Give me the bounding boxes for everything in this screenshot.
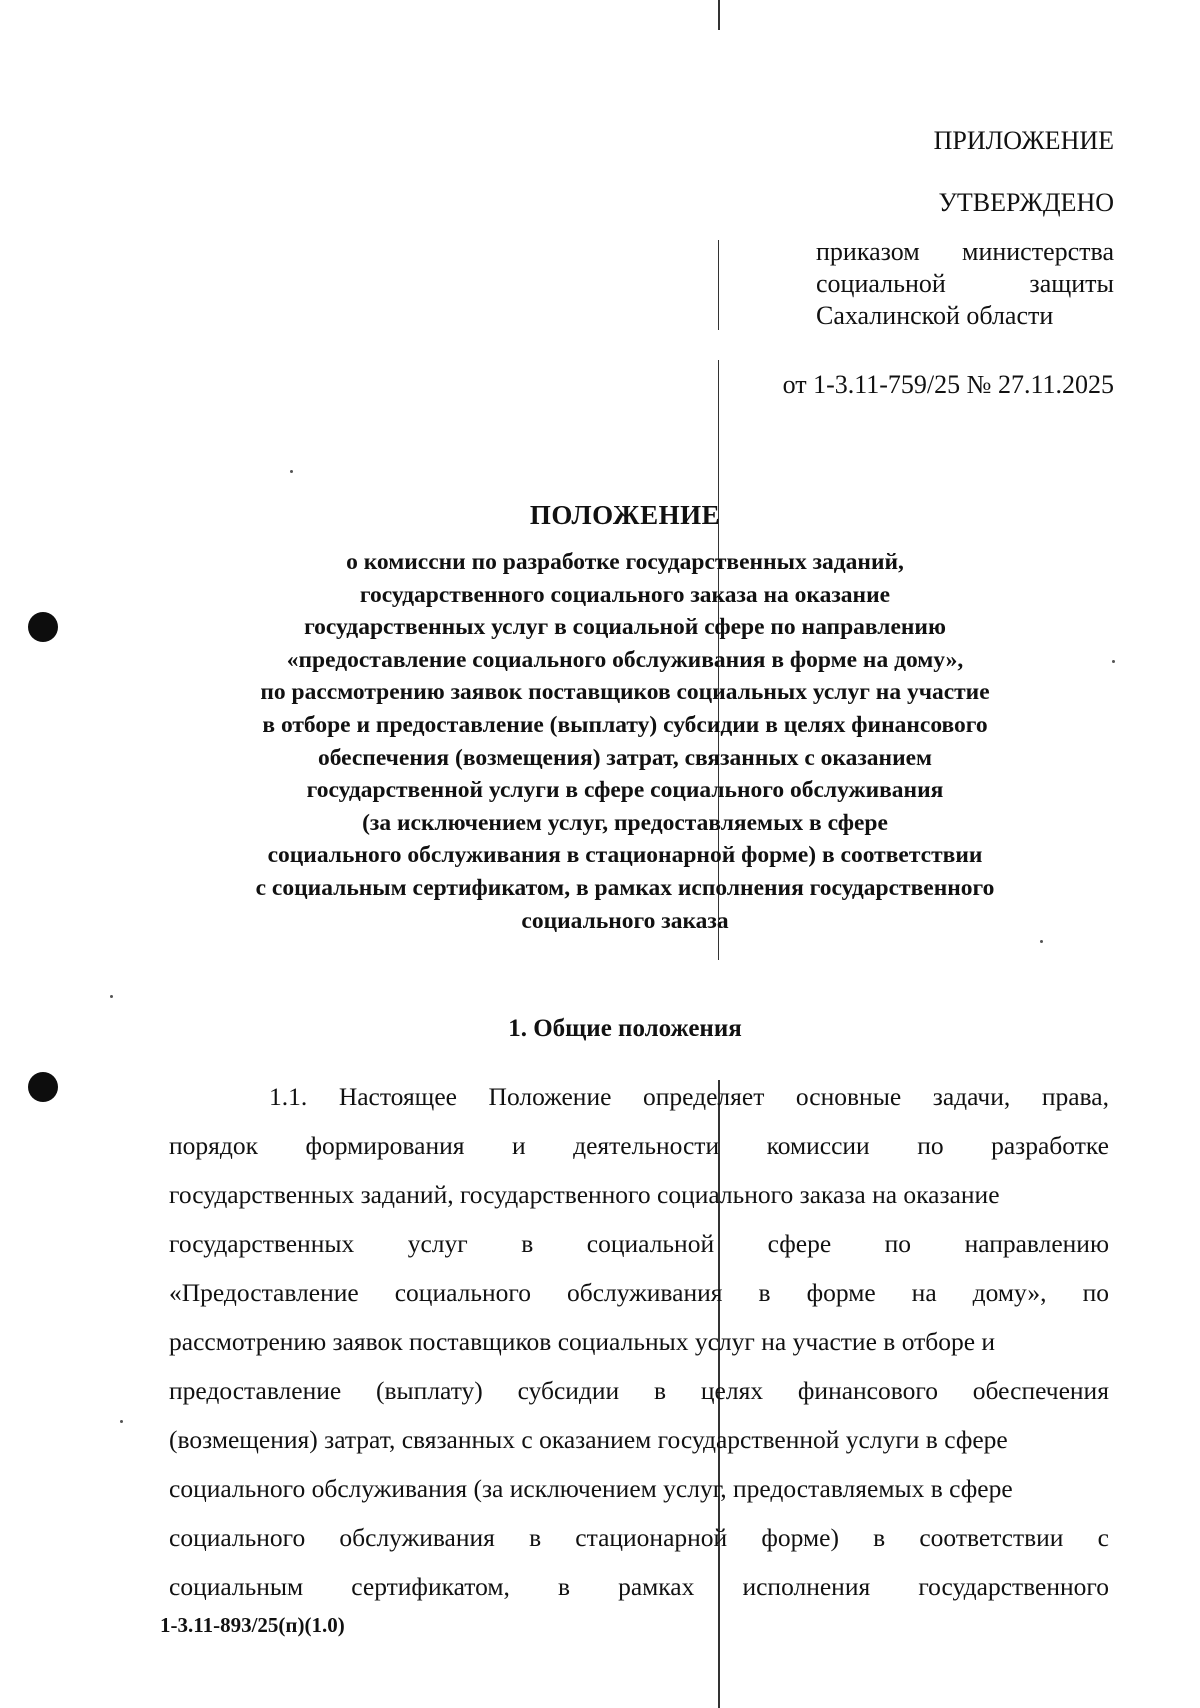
paragraph-word: социального (169, 1523, 306, 1552)
paragraph-word: рассмотрению заявок поставщиков социальных услуг на участие в отборе и (169, 1327, 996, 1356)
subtitle-line: государственных услуг в социальной сфере по направлению (304, 614, 946, 641)
paragraph-word: с (1097, 1523, 1109, 1552)
paragraph-word: формирования (305, 1131, 465, 1160)
subtitle-line: о комиссни по разработке государственных заданий, (346, 549, 904, 575)
paragraph-word: предоставление (169, 1376, 342, 1405)
paragraph-word: в (529, 1523, 542, 1552)
paragraph-line (169, 1268, 1109, 1317)
paragraph-word: комиссии (766, 1131, 870, 1160)
paragraph-word: разработке (991, 1131, 1109, 1160)
paragraph-word: по (917, 1131, 944, 1160)
paragraph-word: (выплату) (376, 1376, 483, 1405)
paragraph-word: по (884, 1229, 912, 1258)
paragraph-word: социального (394, 1278, 531, 1307)
paragraph-word: в (521, 1229, 534, 1258)
paragraph-word: соответствии (919, 1523, 1064, 1552)
paragraph-line (169, 1072, 1109, 1121)
paragraph-word: целях (700, 1376, 764, 1405)
scan-fold-line (718, 240, 719, 330)
paragraph-line (169, 1317, 1109, 1366)
paragraph-line (169, 1121, 1109, 1170)
paragraph-word: права, (1041, 1082, 1109, 1111)
scan-speck (120, 1420, 123, 1423)
paragraph-word: направлению (964, 1229, 1109, 1258)
scan-fold-line (718, 0, 720, 30)
paragraph-word: и (511, 1131, 526, 1160)
section-paragraph (169, 1072, 1109, 1611)
document-code: 1-3.11-893/25(п)(1.0) (160, 1613, 345, 1637)
paragraph-line (169, 1170, 1109, 1219)
order-reference: от 1-3.11-759/25 № 27.11.2025 (782, 370, 1114, 399)
paragraph-line (169, 1366, 1109, 1415)
paragraph-line (169, 1464, 1109, 1513)
approved-by-block (816, 236, 1114, 332)
section-heading: 1. Общие положения (508, 1015, 742, 1042)
subtitle-line: в отборе и предоставление (выплату) субсидии в целях финансового (262, 711, 988, 738)
paragraph-word: финансового (797, 1376, 938, 1405)
paragraph-word: «Предоставление (169, 1278, 359, 1307)
scan-speck (290, 470, 293, 473)
paragraph-word: обслуживания (339, 1523, 495, 1552)
paragraph-line (169, 1219, 1109, 1268)
subtitle-line: с социальным сертификатом, в рамках исполнения государственного (255, 874, 995, 901)
paragraph-word: Положение (488, 1082, 612, 1111)
scan-speck (110, 995, 113, 998)
approved-by-word: социальной (816, 269, 946, 298)
paragraph-word: форме) (761, 1523, 839, 1552)
paragraph-line (169, 1562, 1109, 1611)
paragraph-word: социальной (586, 1229, 715, 1258)
paragraph-word: (возмещения) затрат, связанных с оказанием государственной услуги в сфере (169, 1425, 1008, 1454)
paragraph-word: в (557, 1572, 570, 1601)
paragraph-word: 1.1. (269, 1082, 308, 1111)
subtitle-line: (за исключением услуг, предоставляемых в сфере (362, 809, 888, 836)
paragraph-word: государственного (918, 1572, 1109, 1601)
paragraph-word: услуг (407, 1229, 468, 1258)
approved-by-line (816, 236, 1114, 268)
paragraph-word: исполнения (742, 1572, 871, 1601)
subtitle-line: обеспечения (возмещения) затрат, связанных с оказанием (317, 744, 933, 771)
subtitle-line: государственной услуги в сфере социального обслуживания (306, 777, 944, 804)
paragraph-word: государственных заданий, государственного социального заказа на оказание (169, 1180, 1000, 1209)
approved-by-line (816, 268, 1114, 300)
paragraph-word: в (654, 1376, 667, 1405)
document-title: ПОЛОЖЕНИЕ (529, 500, 721, 530)
scan-speck (1112, 660, 1115, 663)
approved-label: УТВЕРЖДЕНО (938, 188, 1114, 217)
paragraph-word: субсидии (517, 1376, 620, 1405)
subtitle-line: социального заказа (521, 907, 729, 934)
paragraph-word: по (1082, 1278, 1109, 1307)
paragraph-word: на (911, 1278, 937, 1307)
paragraph-word: стационарной (575, 1523, 728, 1552)
paragraph-word: основные (795, 1082, 902, 1111)
subtitle-line: государственного социального заказа на оказание (359, 581, 891, 608)
approved-by-word: приказом (816, 237, 920, 266)
paragraph-word: деятельности (573, 1131, 720, 1160)
paragraph-word: рамках (618, 1572, 695, 1601)
paragraph-line (169, 1415, 1109, 1464)
appendix-label: ПРИЛОЖЕНИЕ (933, 126, 1114, 155)
paragraph-word: дому», (972, 1278, 1047, 1307)
paragraph-word: в (873, 1523, 886, 1552)
paragraph-word: социальным (169, 1572, 304, 1601)
subtitle-line: социального обслуживания в стационарной форме) в соответствии (267, 842, 983, 869)
punch-hole (28, 1072, 58, 1102)
paragraph-word: государственных (169, 1229, 355, 1258)
paragraph-word: обслуживания (566, 1278, 723, 1307)
approved-by-word: министерства (961, 237, 1114, 266)
paragraph-word: обеспечения (972, 1376, 1109, 1405)
punch-hole (28, 612, 58, 642)
approved-by-line: Сахалинской области (816, 301, 1054, 330)
paragraph-word: порядок (169, 1131, 258, 1160)
paragraph-word: задачи, (932, 1082, 1011, 1111)
paragraph-line (169, 1513, 1109, 1562)
scan-speck (1040, 940, 1043, 943)
subtitle-line: по рассмотрению заявок поставщиков социальных услуг на участие (260, 679, 990, 706)
paragraph-word: определяет (643, 1082, 765, 1111)
paragraph-word: в (758, 1278, 771, 1307)
approved-by-word: защиты (1029, 269, 1114, 298)
paragraph-word: Настоящее (338, 1082, 457, 1111)
paragraph-word: форме (806, 1278, 876, 1307)
paragraph-word: сфере (767, 1229, 832, 1258)
document-subtitle (160, 546, 1090, 937)
paragraph-word: социального обслуживания (за исключением услуг, предоставляемых в сфере (169, 1474, 1013, 1503)
paragraph-word: сертификатом, (351, 1572, 510, 1601)
subtitle-line: «предоставление социального обслуживания в форме на дому», (286, 646, 964, 673)
